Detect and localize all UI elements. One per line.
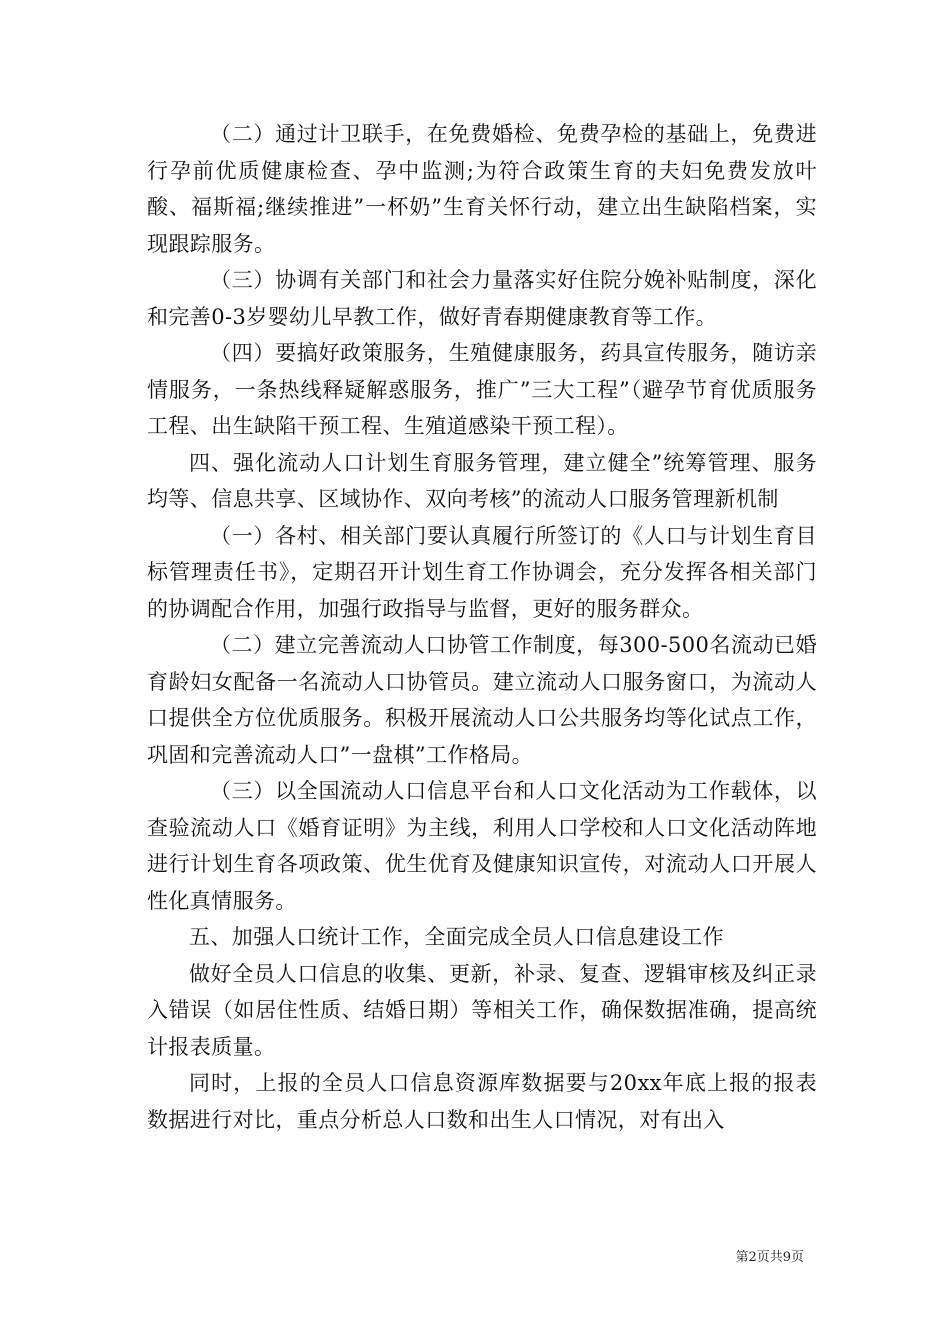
paragraph-4-2: （二）建立完善流动人口协管工作制度，每300-500名流动已婚育龄妇女配备一名流动人口协管员。建立流动人口服务窗口，为流动人口提供全方位优质服务。积极开展流动人口公共服务均等化试点工作，巩固和完善流动人口”一盘棋”工作格局。 bbox=[147, 633, 817, 767]
page-number: 第2页共9页 bbox=[735, 1250, 804, 1265]
section-heading-4: 四、强化流动人口计划生育服务管理，建立健全”统筹管理、服务均等、信息共享、区域协作、双向考核”的流动人口服务管理新机制 bbox=[147, 450, 817, 511]
paragraph-2-4: （四）要搞好政策服务，生殖健康服务，药具宣传服务，随访亲情服务，一条热线释疑解惑服务，推广”三大工程”（避孕节育优质服务工程、出生缺陷干预工程、生殖道感染干预工程）。 bbox=[147, 341, 817, 438]
document-body bbox=[147, 116, 817, 1138]
section-heading-5: 五、加强人口统计工作，全面完成全员人口信息建设工作 bbox=[189, 925, 724, 949]
paragraph-4-1: （一）各村、相关部门要认真履行所签订的《人口与计划生育目标管理责任书》，定期召开计划生育工作协调会，充分发挥各相关部门的协调配合作用，加强行政指导与监督，更好的服务群众。 bbox=[147, 523, 817, 621]
paragraph-2-2: （二）通过计卫联手，在免费婚检、免费孕检的基础上，免费进行孕前优质健康检查、孕中监测;为符合政策生育的夫妇免费发放叶酸、福斯福;继续推进”一杯奶”生育关怀行动，建立出生缺陷档案，实现跟踪服务。 bbox=[147, 122, 817, 256]
paragraph-4-3: （三）以全国流动人口信息平台和人口文化活动为工作载体，以查验流动人口《婚育证明》为主线，利用人口学校和人口文化活动阵地进行计划生育各项政策、优生优育及健康知识宣传，对流动人口开展人性化真情服务。 bbox=[147, 779, 817, 913]
paragraph-5-1: 做好全员人口信息的收集、更新，补录、复查、逻辑审核及纠正录入错误（如居住性质、结婚日期）等相关工作，确保数据准确，提高统计报表质量。 bbox=[147, 961, 817, 1059]
paragraph-5-2: 同时，上报的全员人口信息资源库数据要与20xx年底上报的报表数据进行对比，重点分析总人口数和出生人口情况，对有出入 bbox=[147, 1071, 817, 1132]
paragraph-2-3: （三）协调有关部门和社会力量落实好住院分娩补贴制度，深化和完善0-3岁婴幼儿早教工作，做好青春期健康教育等工作。 bbox=[147, 268, 817, 329]
